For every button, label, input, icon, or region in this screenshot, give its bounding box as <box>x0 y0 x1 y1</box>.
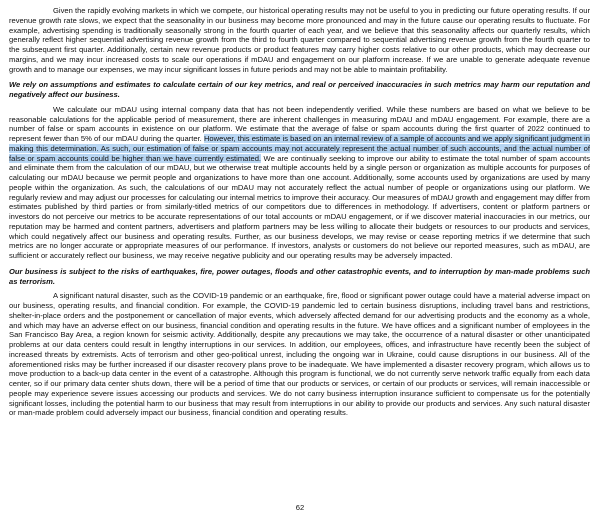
page-number: 62 <box>295 503 305 512</box>
paragraph-text: We are continually seeking to improve our ability to estimate the total number of spam accounts and eliminate them from the calculation of our mDAU, but we otherwise treat multiple accounts held by a single person or organization as multiple accounts for purposes of calculating our mDAU because we permit people and organizations to have more than one account. Additionally, some accounts used by organizations are used by many people within the organization. As such, the calculations of our mDAU may not accurately reflect the actual number of people or organizations using our platform. We regularly review and may adjust our processes for calculating our internal metrics to improve their accuracy. Our measures of mDAU growth and engagement may differ from estimates published by third parties or from similarly-titled metrics of our competitors due to differences in methodology. If advertisers, content or platform partners or investors do not perceive our metrics to be accurate representations of our total accounts or mDAU engagement, or if we discover material inaccuracies in our metrics, our reputation may be harmed and content partners, advertisers and platform partners may be less willing to allocate their budgets or resources to our products and services, which could negatively affect our business and operating results. Further, as our business develops, we may revise or cease reporting metrics if we determine that such metrics are no longer accurate or appropriate measures of our performance. If investors, analysts or customers do not believe our reported measures, such as mDAU, are sufficient or accurately reflect our business, we may receive negative publicity and our operating results may be adversely impacted. <box>9 153 590 260</box>
paragraph-historical-results: Given the rapidly evolving markets in which we compete, our historical operating results may not be useful to you in predicting our future operating results. If our revenue growth rate slows, we expect that the seasonality in our business may become more pronounced and may in the future cause our operating results to fluctuate. For example, advertising spending is traditionally seasonally strong in the fourth quarter of each year, and we believe that this seasonality affects our quarterly results, which generally reflect higher sequential advertising revenue growth from the third to fourth quarter compared to sequential advertising revenue growth from the fourth quarter to the subsequent first quarter. Additionally, certain new revenue products or product features may carry higher costs relative to our other products, which may decrease our margins, and we may incur increased costs to scale our operations if mDAU and engagement on our platform increase. If we are unable to generate adequate revenue growth and to manage our expenses, we may incur significant losses in future periods and may not be able to maintain profitability. <box>9 6 590 74</box>
section-heading-catastrophic-events: Our business is subject to the risks of earthquakes, fire, power outages, floods and other catastrophic events, and to interruption by man-made problems such as terrorism. <box>9 266 590 286</box>
paragraph-natural-disaster: A significant natural disaster, such as the COVID-19 pandemic or an earthquake, fire, flood or significant power outage could have a material adverse impact on our business, operating results, and financial condition. For example, the COVID-19 pandemic led to certain business disruptions, including travel bans and restrictions, shelter-in-place orders and the postponement or cancellation of major events, which adversely affected demand for our advertising products and the economy as a whole, and which may have an adverse effect on our business, financial condition and operating results in the future. We have offices and a significant number of employees in the San Francisco Bay Area, a region known for seismic activity. Additionally, despite any precautions we may take, the occurrence of a natural disaster or other unanticipated problems at our data centers could result in lengthy interruptions in our services. In addition, our employees, offices, and infrastructure have recently been the subject of increased threats by extremists. Acts of terrorism and other geo-political unrest, including the ongoing war in Ukraine, could cause disruptions in our business. All of the aforementioned risks may be further increased if our disaster recovery plans prove to be inadequate. We have implemented a disaster recovery program, which allows us to move production to a back-up data center in the event of a catastrophe. Although this program is functional, we do not currently serve network traffic equally from each data center, so if our primary data center shuts down, there will be a period of time that our products or services, or certain of our products or services, will remain inaccessible or people may experience severe issues accessing our products and services. We do not carry business interruption insurance sufficient to compensate us for the potentially significant losses, including the potential harm to our business that may result from interruptions in our ability to provide our products and services. Any such natural disaster or man-made problem could adversely impact our business, financial condition and operating results. <box>9 291 590 418</box>
highlighted-text-selection[interactable]: However, this estimate is based on an internal review of a sample of accounts and we apply significant judgment in making this determination. As such, our estimation of false or spam accounts may not accurately represent the actual number of such accounts, and the actual number of false or spam accounts could be higher than we have currently estimated. <box>9 134 590 163</box>
section-heading-key-metrics: We rely on assumptions and estimates to calculate certain of our key metrics, and real or perceived inaccuracies in such metrics may harm our reputation and negatively affect our business. <box>9 80 590 99</box>
paragraph-text: We calculate our mDAU using internal company data that has not been independently verified. While these numbers are based on what we believe to be reasonable calculations for the applicable period of measurement, there are inherent challenges in measuring mDAU and mDAU engagement. For example, there are a number of false or spam accounts in existence on our platform. We estimate that the average of false or spam accounts during the first quarter of 2022 continued to represent fewer than 5% of our mDAU during the quarter. <box>9 104 590 143</box>
paragraph-mdau-calculation <box>9 105 590 261</box>
